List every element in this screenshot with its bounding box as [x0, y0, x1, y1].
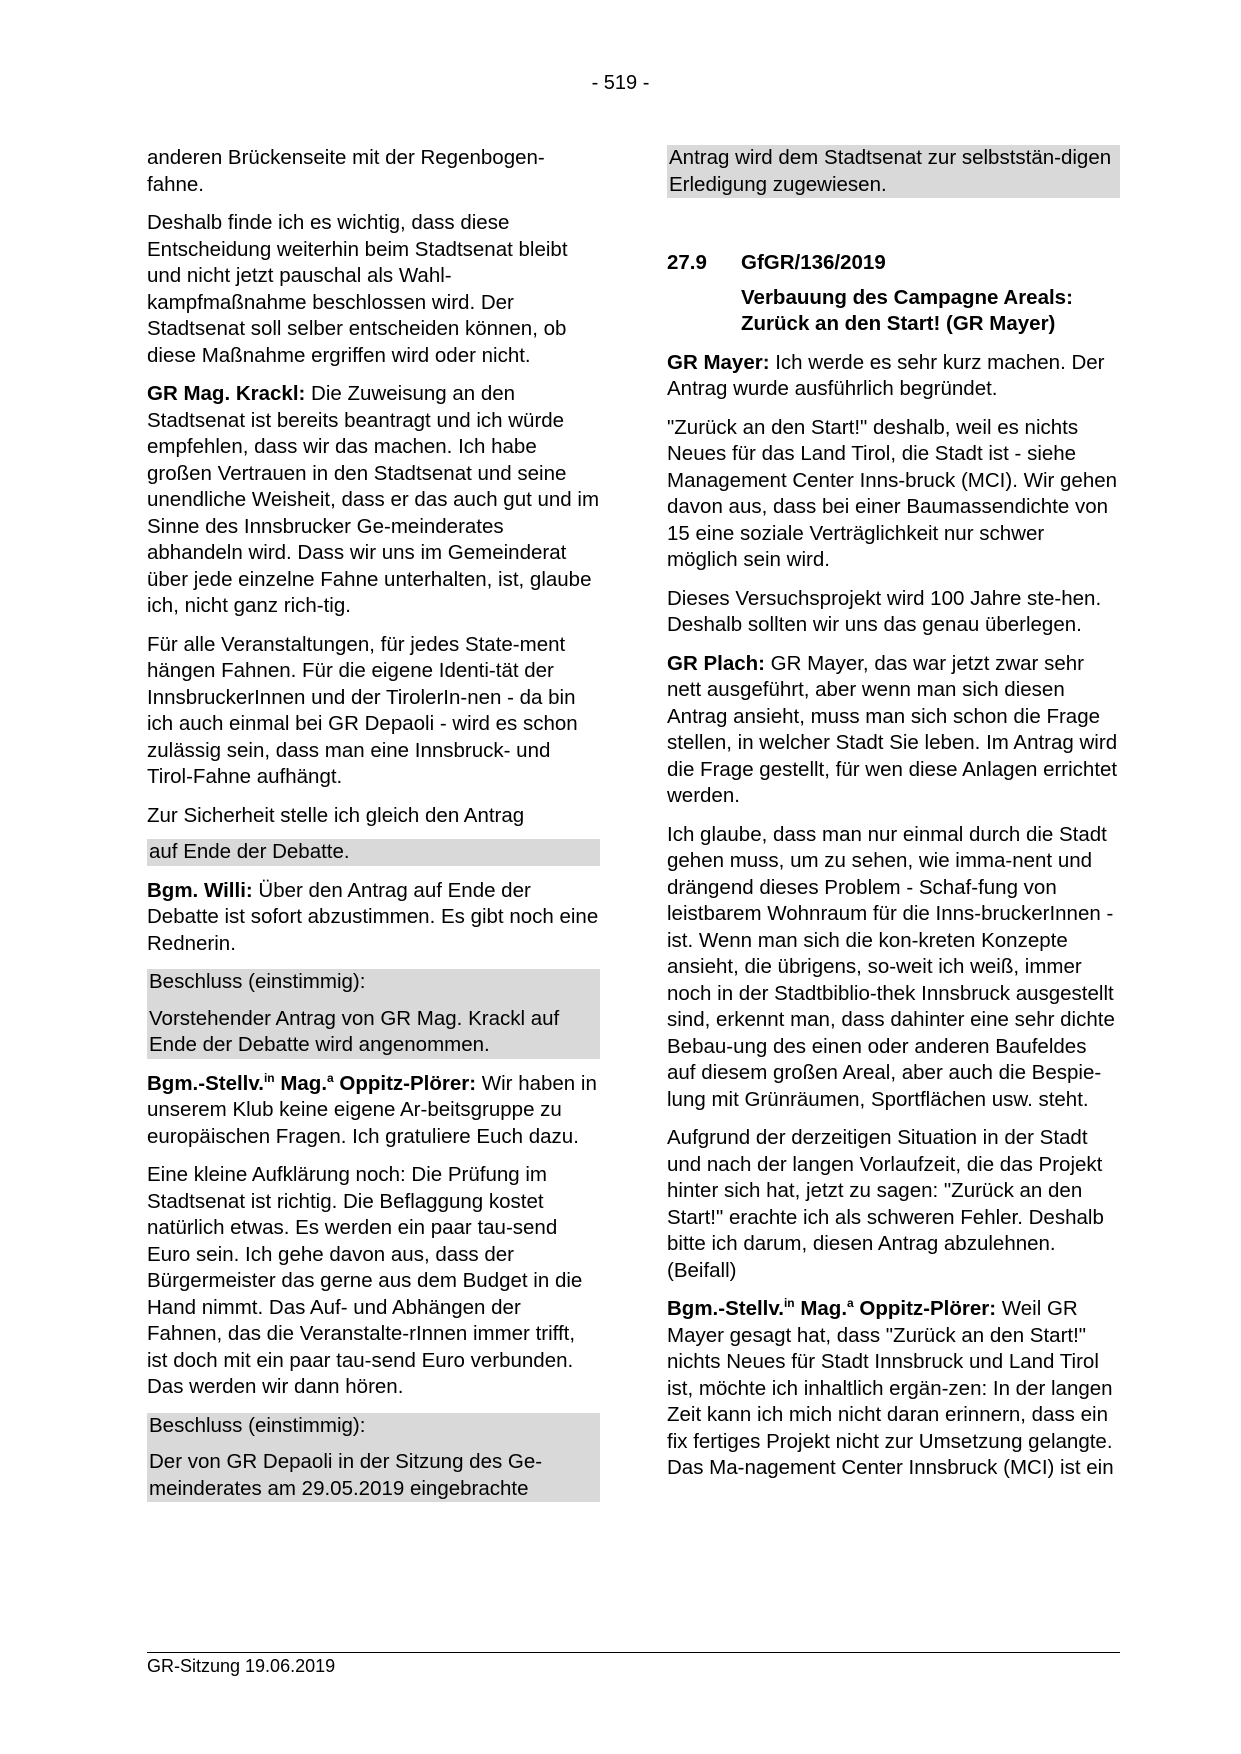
speech-text: Weil GR Mayer gesagt hat, dass "Zurück an den Start!" nichts Neues für Stadt Innsbruck und Land Tirol ist, möchte ich inhaltlich ergän-zen: In der langen Zeit kann ich mich nicht daran erinnern, dass ein fix fertiges Projekt nicht zur Umsetzung gelangte. Das Ma-nagement Center Innsbruck (MCI) ist ein	[667, 1297, 1114, 1479]
resolution-block	[147, 969, 600, 1059]
resolution-title: Beschluss (einstimmig):	[149, 970, 366, 993]
footer-divider	[147, 1652, 1120, 1653]
speech-text: Die Zuweisung an den Stadtsenat ist bereits beantragt und ich würde empfehlen, dass wir das machen. Ich habe großen Vertrauen in den Stadtsenat und seine unendliche Weisheit, dass er das auch gut und im Sinne des Innsbrucker Ge-meinderates abhandeln wird. Dass wir uns im Gemeinderat über jede einzelne Fahne unterhalten, ist, glaube ich, nicht ganz rich-tig.	[147, 382, 600, 617]
page-number: - 519 -	[591, 72, 650, 94]
paragraph: "Zurück an den Start!" deshalb, weil es nichts Neues für das Land Tirol, die Stadt ist - siehe Management Center Inns-bruck (MCI). Wir gehen davon aus, dass bei einer Baumassendichte von 15 eine soziale Verträglichkeit nur schwer möglich sein wird.	[667, 415, 1118, 571]
paragraph: Deshalb finde ich es wichtig, dass diese Entscheidung weiterhin beim Stadtsenat bleibt und nicht jetzt pauschal als Wahl-kampfmaßnahme beschlossen wird. Der Stadtsenat soll selber entscheiden können, ob diese Maßnahme ergriffen wird oder nicht.	[147, 211, 568, 367]
speaker-name: GR Mayer:	[667, 350, 770, 374]
speech-oppitz-ploerer	[147, 1071, 600, 1151]
resolution-text: Antrag wird dem Stadtsenat zur selbststän-digen Erledigung zugewiesen.	[669, 146, 1112, 196]
speaker-name: Bgm.-Stellv.$^{in}$ Mag.$^a$ Oppitz-Plörer:	[667, 1296, 997, 1320]
speaker-name: Bgm.-Stellv.$^{in}$ Mag.$^a$ Oppitz-Plörer:	[147, 1070, 477, 1095]
resolution-text: Der von GR Depaoli in der Sitzung des Ge-meinderates am 29.05.2019 eingebrachte	[149, 1450, 543, 1500]
paragraph: Aufgrund der derzeitigen Situation in der Stadt und nach der langen Vorlaufzeit, die das Projekt hinter sich hat, jetzt zu sagen: "Zurück an den Start!" erachte ich als schweren Fehler. Deshalb bitte ich darum, diesen Antrag abzulehnen. (Beifall)	[667, 1126, 1104, 1282]
speech-text: Ich werde es sehr kurz machen. Der Antrag wurde ausführlich begründet.	[667, 350, 1105, 400]
resolution-text: Vorstehender Antrag von GR Mag. Krackl auf Ende der Debatte wird angenommen.	[149, 1006, 560, 1056]
speech-mayer	[667, 350, 1120, 403]
paragraph: Ich glaube, dass man nur einmal durch die Stadt gehen muss, um zu sehen, wie imma-nent und drängend dieses Problem - Schaf-fung von leistbarem Wohnraum für die Inns-bruckerInnen - ist. Wenn man sich die kon-kreten Konzepte ansieht, die übrigens, so-weit ich weiß, immer noch in der Stadtbiblio-thek Innsbruck ausgestellt sind, erkennt man, dass dahinter eine sehr dichte Bebau-ung des einen oder anderen Baufeldes auf diesem großen Areal, aber auch die Bespie-lung mit Grünräumen, Sportflächen usw. steht.	[667, 822, 1115, 1111]
paragraph: anderen Brückenseite mit der Regenbogen-fahne.	[147, 146, 545, 196]
resolution-title: Beschluss (einstimmig):	[149, 1413, 366, 1437]
footer-session-date: GR-Sitzung 19.06.2019	[147, 1656, 336, 1676]
left-column	[147, 145, 600, 1514]
resolution-block	[147, 1413, 600, 1503]
speaker-name: GR Mag. Krackl:	[147, 382, 306, 405]
speech-text: Über den Antrag auf Ende der Debatte ist sofort abzustimmen. Es gibt noch eine Rednerin.	[147, 878, 599, 955]
speaker-name: GR Plach:	[667, 651, 765, 675]
speech-krackl	[147, 381, 600, 620]
agenda-code: GfGR/136/2019	[741, 251, 886, 274]
agenda-number: 27.9	[667, 251, 707, 274]
paragraph: Für alle Veranstaltungen, für jedes State-ment hängen Fahnen. Für die eigene Identi-tät der InnsbruckerInnen und der TirolerIn-nen - da bin ich auch einmal bei GR Depaoli - wird es schon zulässig sein, dass man eine Innsbruck- und Tirol-Fahne aufhängt.	[147, 632, 578, 788]
paragraph: Eine kleine Aufklärung noch: Die Prüfung im Stadtsenat ist richtig. Die Beflaggung kostet natürlich etwas. Es werden ein paar tau-send Euro sein. Ich gehe davon aus, dass der Bürgermeister das gerne aus dem Budget in die Hand nimmt. Das Auf- und Abhängen der Fahnen, das die Veranstalte-rInnen immer trifft, ist doch mit ein paar tau-send Euro verbunden. Das werden wir dann hören.	[147, 1163, 583, 1398]
paragraph: Zur Sicherheit stelle ich gleich den Antrag	[147, 803, 525, 827]
speech-plach	[667, 651, 1120, 810]
resolution-block-continued	[667, 145, 1120, 198]
speech-oppitz-ploerer	[667, 1296, 1120, 1482]
speech-text: GR Mayer, das war jetzt zwar sehr nett ausgeführt, aber wenn man sich diesen Antrag ansieht, muss man sich schon die Frage stellen, in welcher Stadt Sie leben. Im Antrag wird die Frage gestellt, für wen diese Anlagen errichtet werden.	[667, 651, 1118, 807]
agenda-item-header	[667, 250, 1120, 277]
motion-end-of-debate: auf Ende der Debatte.	[147, 839, 600, 866]
paragraph: Dieses Versuchsprojekt wird 100 Jahre ste-hen. Deshalb sollten wir uns das genau überlegen.	[667, 586, 1102, 636]
speech-text: Wir haben in unserem Klub keine eigene Ar-beitsgruppe zu europäischen Fragen. Ich gratuliere Euch dazu.	[147, 1071, 597, 1148]
speech-willi	[147, 878, 600, 958]
speaker-name: Bgm. Willi:	[147, 878, 253, 902]
agenda-title: Verbauung des Campagne Areals: Zurück an den Start! (GR Mayer)	[741, 285, 1073, 335]
right-column	[667, 145, 1120, 1494]
